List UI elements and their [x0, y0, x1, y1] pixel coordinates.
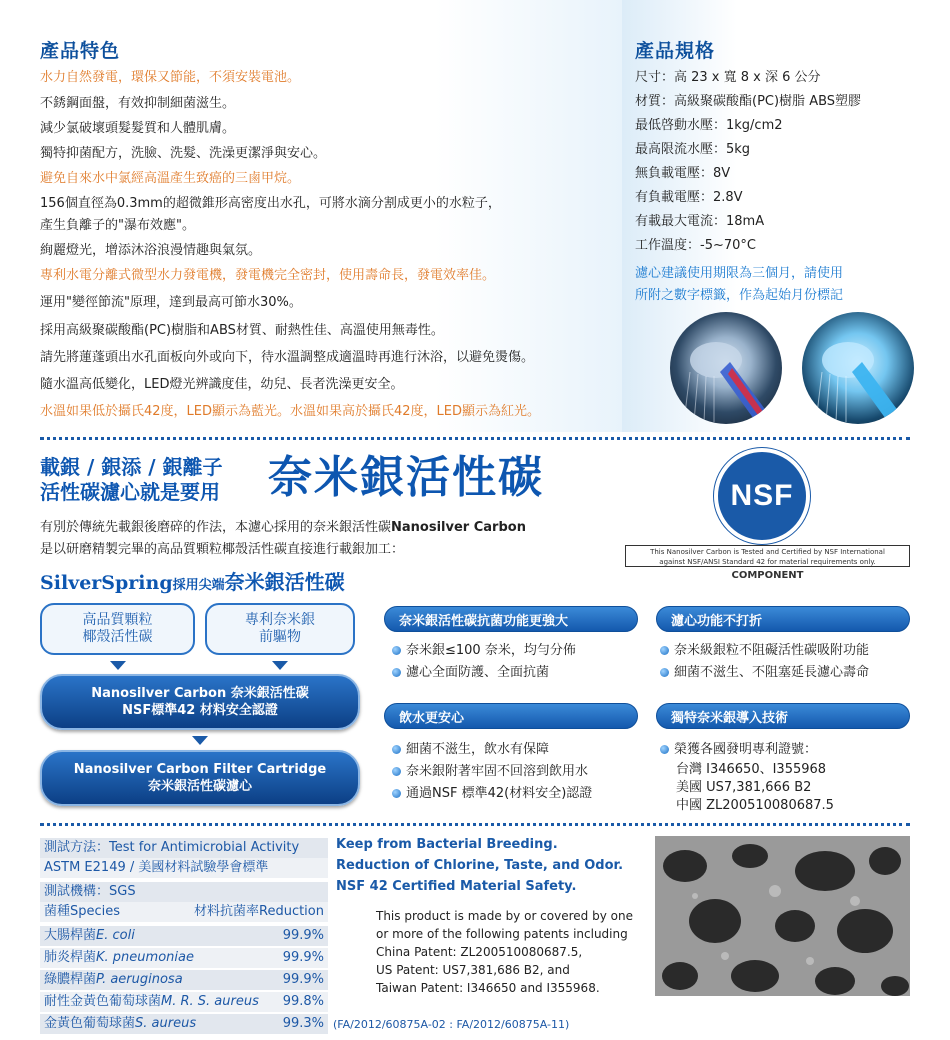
silver-desc-prefix: 有別於傳統先載銀後磨碎的作法，本濾心採用的奈米銀活性碳: [40, 520, 392, 535]
feature-line: 運用"變徑節流"原理，達到最高可節水30%。: [40, 295, 302, 310]
feature-line: 專利水電分離式微型水力發電機，發電機完全密封，使用壽命長，發電效率佳。: [40, 268, 496, 283]
flow-box-cartridge: [40, 750, 360, 806]
feature-line: 產生負離子的"瀑布效應"。: [40, 218, 195, 233]
feature-line: 水力自然發電，環保又節能，不須安裝電池。: [40, 70, 301, 85]
arrow-down-icon: [110, 661, 126, 670]
flow-box-carbon: [40, 603, 195, 655]
silver-desc-suffix: Nanosilver Carbon: [391, 520, 526, 535]
feature-line: 減少氯破壞頭髮髮質和人體肌膚。: [40, 121, 236, 136]
test-agency-row: 測試機構：SGS: [40, 882, 328, 902]
blue-led-shower-image: [802, 312, 914, 424]
english-claim: Reduction of Chlorine, Taste, and Odor.: [336, 858, 624, 873]
spec-line: 有負載電壓：2.8V: [635, 190, 743, 205]
feature-line: 水溫如果低於攝氏42度，LED顯示為藍光。水溫如果高於攝氏42度，LED顯示為紅光。: [40, 404, 541, 419]
table-row: [40, 970, 328, 990]
species-zh: 金黃色葡萄球菌: [44, 1016, 136, 1031]
test-standard-row: ASTM E2149 / 美國材料試驗學會標準: [40, 858, 328, 878]
species-en: M. R. S. aureus: [161, 994, 259, 1009]
patent-statement: This product is made by or covered by one: [376, 909, 633, 923]
flow-box-carbon-line1: 高品質顆粒: [82, 612, 153, 628]
spec-line: 最低啓動水壓：1kg/cm2: [635, 118, 783, 133]
feature-line: 獨特抑菌配方，洗臉、洗髮、洗澡更潔淨與安心。: [40, 146, 327, 161]
feature-line: 156個直徑為0.3mm的超微錐形高密度出水孔，可將水滴分割成更小的水粒子，: [40, 196, 501, 211]
benefit-item: 細菌不滋生，飲水有保障: [392, 742, 549, 758]
nsf-note-2: against NSF/ANSI Standard 42 for material requirements only.: [659, 558, 876, 566]
flow-box-precursor: [205, 603, 355, 655]
feature-line: 不銹鋼面盤，有效抑制細菌滋生。: [40, 96, 236, 111]
headline-small-2: 活性碳濾心就是要用: [40, 480, 220, 504]
flow-box-cartridge-line1: Nanosilver Carbon Filter Cartridge: [73, 762, 327, 777]
brand-name: SilverSpring: [40, 572, 173, 594]
patent-statement: China Patent: ZL200510080687.5,: [376, 945, 583, 959]
col-reduction: 材料抗菌率Reduction: [194, 904, 324, 919]
flow-box-nanosilver-line1: Nanosilver Carbon 奈米銀活性碳: [91, 686, 309, 701]
patent-statement: US Patent: US7,381,686 B2, and: [376, 963, 570, 977]
spec-line: 材質：高級聚碳酸酯(PC)樹脂 ABS塑膠: [635, 94, 862, 109]
species-en: P. aeruginosa: [96, 972, 183, 987]
flow-box-cartridge-line2: 奈米銀活性碳濾心: [147, 779, 252, 794]
nsf-component: COMPONENT: [731, 570, 804, 581]
flow-box-carbon-line2: 椰殼活性碳: [82, 629, 153, 645]
benefit-tab-drinking: 飲水更安心: [384, 703, 638, 729]
patent-line: 中國 ZL200510080687.5: [676, 798, 834, 813]
benefit-item: 榮獲各國發明專利證號：: [660, 742, 817, 758]
spec-line: 最高限流水壓：5kg: [635, 142, 751, 157]
patent-statement: or more of the following patents including: [376, 927, 628, 941]
headline-big: 奈米銀活性碳: [268, 452, 544, 503]
spec-line: 工作溫度：-5~70°C: [635, 238, 756, 253]
benefit-tab-filter: 濾心功能不打折: [656, 606, 910, 632]
col-species: 菌種Species: [44, 904, 121, 919]
flow-box-precursor-line1: 專利奈米銀: [245, 612, 315, 628]
reduction-value: 99.9%: [282, 972, 324, 987]
benefit-item: 細菌不滋生、不阻塞延長濾心壽命: [660, 665, 869, 681]
patent-statement: Taiwan Patent: I346650 and I355968.: [376, 981, 600, 995]
brand-title-mid: 採用尖端: [172, 578, 225, 593]
patent-line: 台灣 I346650、I355968: [676, 762, 827, 777]
species-en: E. coli: [96, 928, 135, 943]
nsf-note-1: This Nanosilver Carbon is Tested and Certified by NSF International: [650, 548, 885, 556]
dotted-divider: [40, 437, 910, 440]
benefit-item: 通過NSF 標準42(材料安全)認證: [392, 786, 592, 802]
spec-line: 尺寸：高 23 x 寬 8 x 深 6 公分: [635, 70, 821, 85]
dotted-divider: [40, 823, 910, 826]
reduction-value: 99.9%: [282, 928, 324, 943]
headline-small-1: 載銀 / 銀添 / 銀離子: [40, 455, 223, 479]
english-claim: Keep from Bacterial Breeding.: [336, 837, 558, 852]
feature-line: 請先將蓮蓬頭出水孔面板向外或向下，待水溫調整成適溫時再進行沐浴，以避免燙傷。: [40, 350, 535, 365]
species-en: S. aureus: [135, 1016, 197, 1031]
benefit-item: 奈米級銀粒不阻礙活性碳吸附功能: [660, 643, 869, 659]
species-zh: 綠膿桿菌: [44, 972, 97, 987]
feature-line: 絢麗燈光，增添沐浴浪漫情趣與氣氛。: [40, 243, 262, 258]
table-row: [40, 992, 328, 1012]
table-row: [40, 1014, 328, 1034]
benefit-item: 奈米銀≤100 奈米，均勻分佈: [392, 643, 576, 659]
species-zh: 肺炎桿菌: [44, 950, 97, 965]
arrow-down-icon: [192, 736, 208, 745]
reduction-value: 99.8%: [282, 994, 324, 1009]
arrow-down-icon: [272, 661, 288, 670]
feature-line: 採用高級聚碳酸酯(PC)樹脂和ABS材質、耐熱性佳、高溫使用無毒性。: [40, 323, 444, 338]
shower-blue-glow-icon: [802, 312, 914, 424]
silver-desc-2: 是以研磨精製完畢的高品質顆粒椰殼活性碳直接進行載銀加工：: [40, 542, 405, 557]
spec-line: 無負載電壓：8V: [635, 166, 731, 181]
benefit-tab-technology: 獨特奈米銀導入技術: [656, 703, 910, 729]
spec-line: 有載最大電流：18mA: [635, 214, 765, 229]
shower-red-glow-icon: [670, 312, 782, 424]
patent-line: 美國 US7,381,666 B2: [676, 780, 812, 795]
table-header-row: [40, 902, 328, 922]
silver-desc-1: [40, 520, 526, 536]
specs-panel: [622, 0, 950, 432]
specs-title: 產品規格: [635, 40, 716, 62]
brand-title-big: 奈米銀活性碳: [224, 570, 345, 594]
reduction-value: 99.9%: [282, 950, 324, 965]
brand-title: [40, 566, 345, 592]
carbon-microscope-image: [655, 836, 910, 996]
english-claim: NSF 42 Certified Material Safety.: [336, 879, 577, 894]
features-panel: [0, 0, 622, 432]
benefit-item: 濾心全面防護、全面抗菌: [392, 665, 549, 681]
species-zh: 耐性金黃色葡萄球菌: [44, 994, 162, 1009]
nsf-logo: [714, 448, 810, 544]
porous-carbon-icon: [655, 836, 910, 996]
flow-box-nanosilver-line2: NSF標準42 材料安全認證: [122, 703, 278, 718]
table-row: [40, 948, 328, 968]
nsf-logo-text: NSF: [730, 479, 794, 512]
feature-line: 隨水溫高低變化，LED燈光辨識度佳，幼兒、長者洗澡更安全。: [40, 377, 404, 392]
test-method-row: 測試方法：Test for Antimicrobial Activity: [40, 838, 328, 858]
report-reference: (FA/2012/60875A-02 : FA/2012/60875A-11): [333, 1018, 570, 1031]
species-en: K. pneumoniae: [96, 950, 194, 965]
flow-box-precursor-line2: 前驅物: [259, 629, 301, 645]
filter-note: 所附之數字標籤，作為起始月份標記: [635, 288, 844, 303]
species-zh: 大腸桿菌: [44, 928, 97, 943]
feature-line: 避免自來水中氯經高溫產生致癌的三鹵甲烷。: [40, 171, 301, 186]
nsf-note-box: [625, 545, 910, 567]
table-row: [40, 926, 328, 946]
benefit-item: 奈米銀附著牢固不回溶到飲用水: [392, 764, 588, 780]
features-title: 產品特色: [40, 40, 121, 62]
reduction-value: 99.3%: [282, 1016, 324, 1031]
filter-note: 濾心建議使用期限為三個月，請使用: [635, 266, 844, 281]
flow-box-nanosilver: [40, 674, 360, 730]
benefit-tab-antibacterial: 奈米銀活性碳抗菌功能更強大: [384, 606, 638, 632]
red-led-shower-image: [670, 312, 782, 424]
